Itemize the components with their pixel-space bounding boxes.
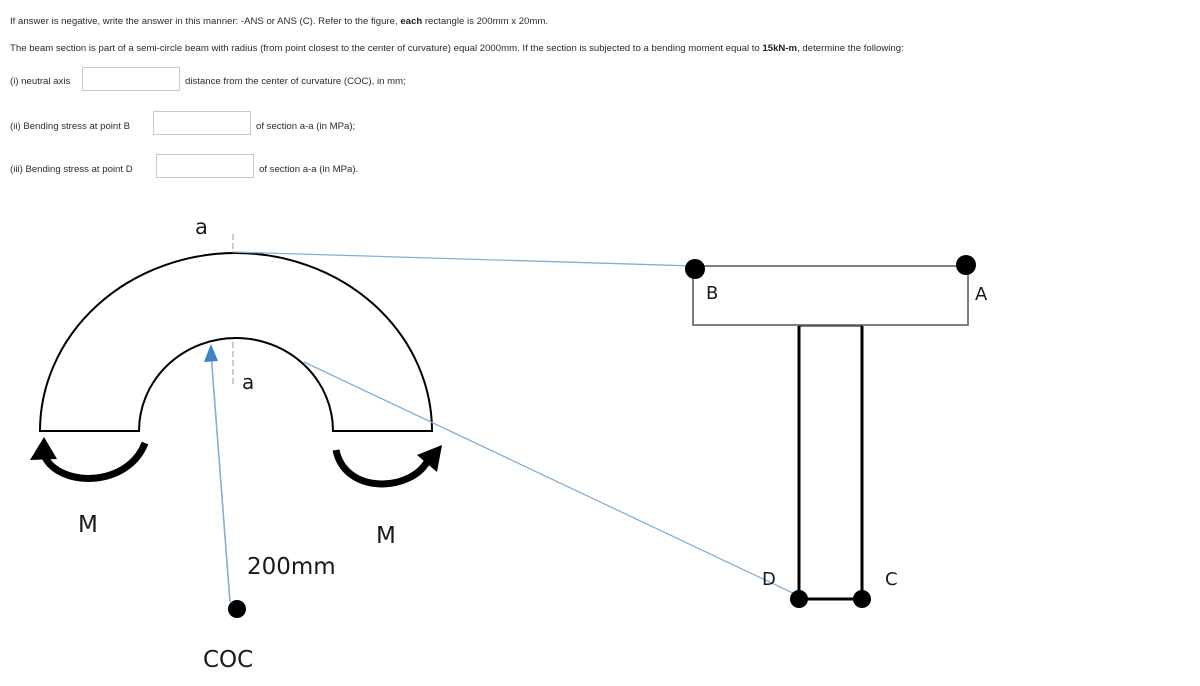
point-c-marker [853, 590, 871, 608]
point-a-marker [956, 255, 976, 275]
instruction-tail: rectangle is 200mm x 20mm. [422, 16, 549, 27]
question-2-suffix: of section a-a (in MPa); [256, 121, 356, 132]
radius-arrowhead [204, 344, 218, 362]
section-label-top: a [195, 215, 208, 239]
moment-left-arrowhead [30, 437, 57, 460]
question-1-suffix: distance from the center of curvature (COC), in mm; [185, 76, 406, 87]
point-b-marker [685, 259, 705, 279]
moment-left-arrow [44, 443, 145, 478]
radius-line [211, 353, 230, 602]
guide-line-bottom [304, 362, 797, 595]
question-3-suffix: of section a-a (in MPa). [259, 164, 359, 175]
dimension-label: 200mm [247, 554, 336, 580]
section-label-bottom: a [242, 370, 255, 394]
t-web [799, 326, 862, 599]
point-c-label: C [885, 569, 898, 590]
coc-point [228, 600, 246, 618]
point-d-label: D [762, 569, 776, 590]
t-flange [693, 266, 968, 325]
question-2-label: (ii) Bending stress at point B [10, 121, 130, 132]
point-b-label: B [706, 283, 719, 304]
question-3-label: (iii) Bending stress at point D [10, 164, 133, 175]
moment-right-arrow [336, 450, 428, 484]
semicircle-beam [40, 253, 432, 431]
point-a-label: A [975, 284, 988, 305]
instruction-bold: each [400, 16, 423, 27]
question-1-label: (i) neutral axis [10, 76, 71, 87]
point-d-marker [790, 590, 808, 608]
moment-label-right: M [376, 523, 396, 549]
moment-label-left: M [78, 512, 98, 538]
instruction-text: If answer is negative, write the answer in this manner: -ANS or ANS (C). Refer to the figure, [10, 16, 401, 27]
coc-label: COC [203, 647, 254, 673]
problem-tail: , determine the following: [797, 43, 904, 54]
moment-value: 15kN-m [762, 43, 798, 54]
problem-text: The beam section is part of a semi-circle beam with radius (from point closest to the center of curvature) equal 2000mm. If the section is subjected to a bending moment equal to [10, 43, 763, 54]
